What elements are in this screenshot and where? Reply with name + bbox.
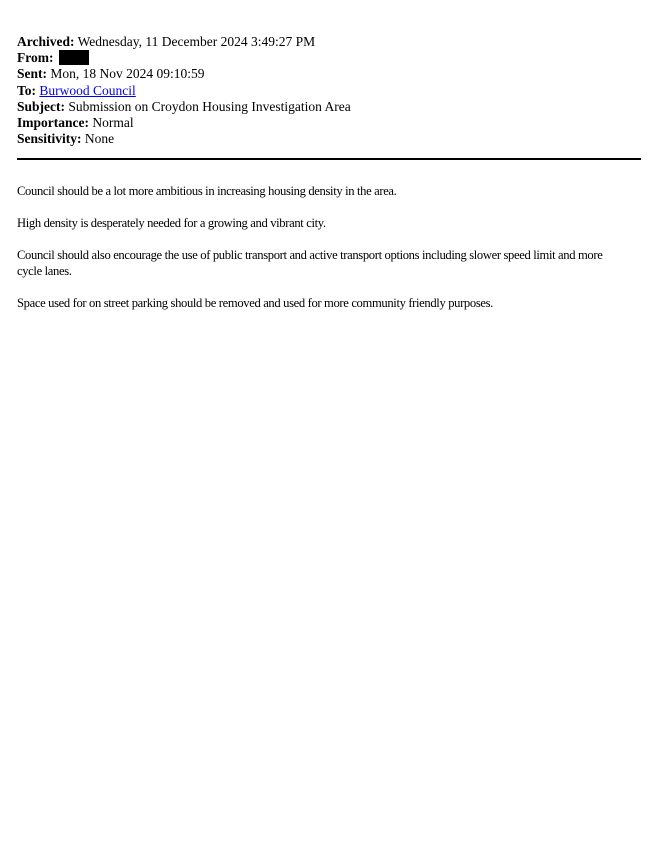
header-divider bbox=[17, 158, 641, 160]
body-paragraph: High density is desperately needed for a growing and vibrant city. bbox=[17, 216, 326, 230]
archived-label: Archived: bbox=[17, 34, 75, 49]
sent-label: Sent: bbox=[17, 66, 47, 82]
sent-row bbox=[17, 66, 637, 82]
sent-value: Mon, 18 Nov 2024 09:10:59 bbox=[50, 66, 205, 82]
to-row bbox=[17, 83, 637, 99]
subject-value: Submission on Croydon Housing Investigation Area bbox=[68, 98, 351, 114]
sensitivity-label: Sensitivity: bbox=[17, 131, 82, 147]
body-paragraph: Space used for on street parking should be removed and used for more community friendly purposes. bbox=[17, 296, 493, 310]
archived-row bbox=[17, 34, 637, 50]
sensitivity-value: None bbox=[84, 131, 115, 147]
archived-value: Wednesday, 11 December 2024 3:49:27 PM bbox=[77, 34, 316, 49]
body-paragraph: Council should also encourage the use of public transport and active transport options including slower speed limit and more cycle lanes. bbox=[17, 248, 603, 278]
sensitivity-row bbox=[17, 131, 637, 147]
from-label: From: bbox=[17, 50, 54, 66]
importance-label: Importance: bbox=[17, 114, 89, 130]
redacted-sender-block bbox=[59, 50, 89, 65]
email-header bbox=[17, 34, 637, 147]
importance-row bbox=[17, 115, 637, 131]
body-paragraph: Council should be a lot more ambitious in increasing housing density in the area. bbox=[17, 184, 397, 198]
subject-row bbox=[17, 99, 637, 115]
to-recipient-link[interactable]: Burwood Council bbox=[39, 82, 136, 98]
subject-label: Subject: bbox=[17, 98, 65, 114]
email-body bbox=[17, 183, 627, 327]
from-row bbox=[17, 50, 637, 66]
to-label: To: bbox=[17, 82, 37, 98]
importance-value: Normal bbox=[92, 114, 134, 130]
